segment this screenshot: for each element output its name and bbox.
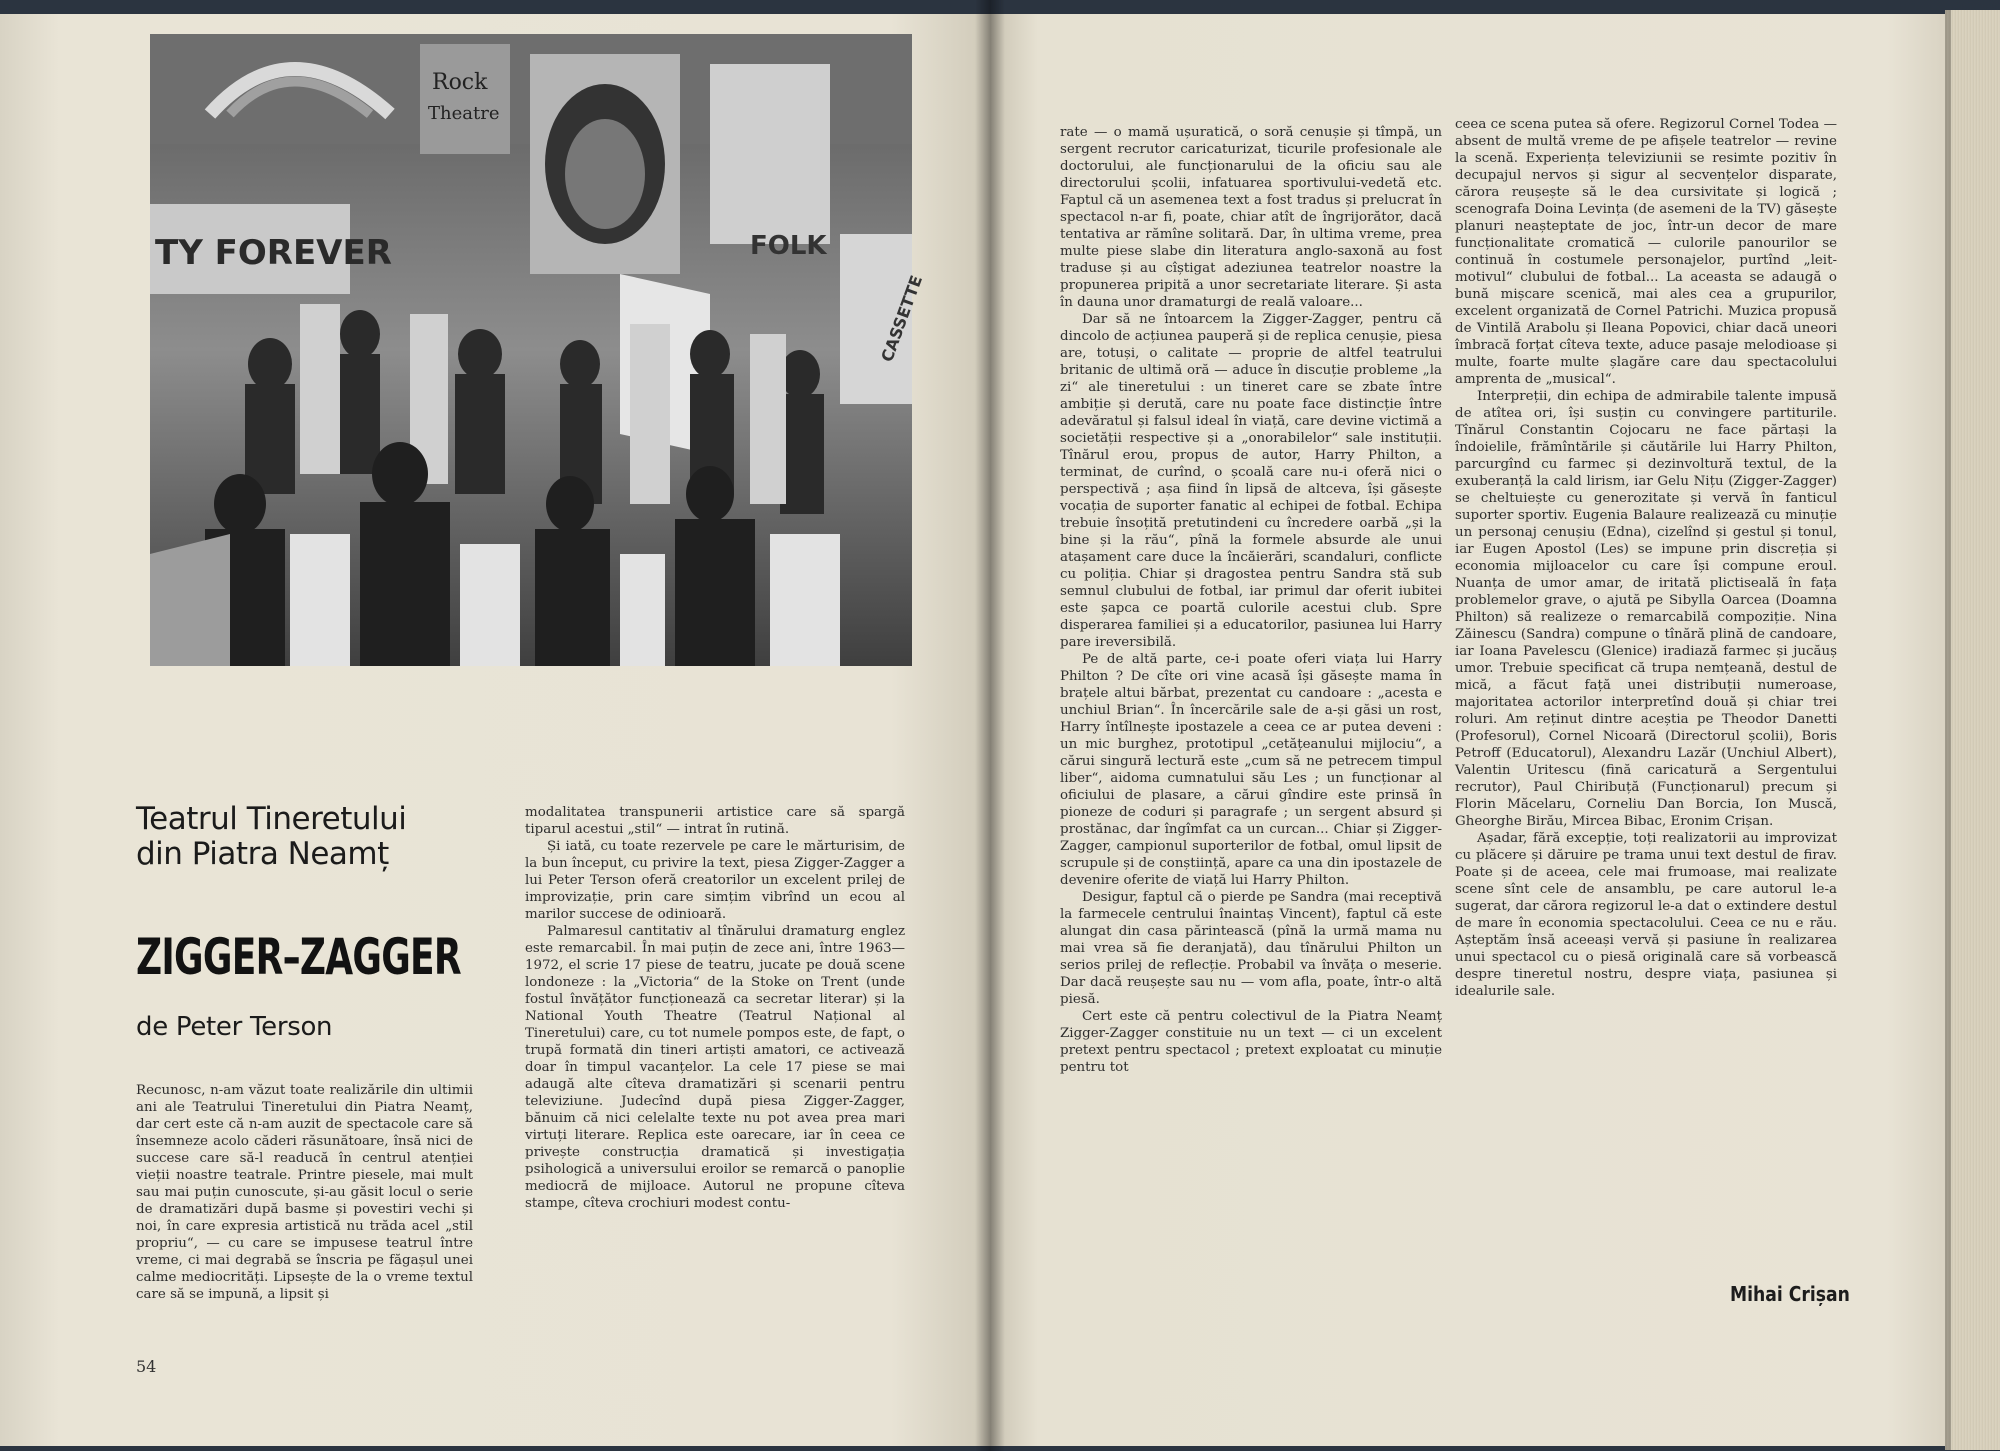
- paragraph: rate — o mamă ușuratică, o soră cenușie și tîmpă, un sergent recrutor caricaturizat, ticurile profesionale ale doctorului, ale funcționarului de la oficiu sau ale directorului școlii, infatuarea sportivului-vedetă etc. Faptul că un asemenea text a fost tradus și prelucrat în spectacol n-ar fi, poate, chiar atît de îngrijorător, dacă tentativa ar rămîne solitară. Dar, în ultima vreme, prea multe piese slabe din literatura anglo-saxonă au fost traduse și au cîștigat adeziunea teatrelor noastre la propunerea pripită a unor secretariate literare. Și asta în dauna unor dramaturgi de reală valoare...: [1060, 125, 1442, 310]
- page-number: 54: [136, 1357, 157, 1376]
- paragraph: Interpreții, din echipa de admirabile talente impusă de atîtea ori, își susțin cu convingere partiturile. Tînărul Constantin Cojocaru ne face părtași la îndoielile, frămîntările și căutările lui Harry Philton, parcurgînd cu farmec și dezinvoltură textul, de la exuberanță la cald lirism, iar Gelu Nițu (Zigger-Zagger) se cheltuiește cu generozitate și vervă în fanticul suporter sportiv. Eugenia Balaure realizează cu minuție un personaj cenușiu (Edna), cizelînd și gestul și tonul, iar Eugen Apostol (Les) se impune prin discreția și economia mijloacelor cu care își compune eroul. Nuanța de umor amar, de iritată plictiseală în fața problemelor grave, o ajută pe Sibylla Oarcea (Doamna Philton) să realizeze o remarcabilă compoziție. Nina Zăinescu (Sandra) compune o tînără plină de candoare, iar Ioana Pavelescu (Glenice) iradiază farmec și jucăuș umor. Trebuie specificat că trupa nemțeană, destul de mică, a făcut față unei distribuții numeroase, majoritatea actorilor interpretînd două și chiar trei roluri. Am reținut dintre aceștia pe Theodor Danetti (Profesorul), Cornel Nicoară (Directorul școlii), Boris Petroff (Educatorul), Alexandru Lazăr (Unchiul Albert), Valentin Uritescu (fină caricatură a Sergentului recrutor), Paul Chiribuță (Funcționarul) precum și Florin Măcelaru, Corneliu Dan Borcia, Ion Muscă, Gheorghe Birău, Mircea Bibac, Eronim Crișan.: [1455, 389, 1837, 829]
- article-column-2: [525, 804, 905, 1344]
- sign-rock: Rock: [432, 70, 488, 95]
- page-edges: [1945, 10, 2000, 1450]
- sign-folk: FOLK: [750, 231, 827, 261]
- sign-theatre: Theatre: [428, 103, 500, 124]
- paragraph: Desigur, faptul că o pierde pe Sandra (mai receptivă la farmecele centrului înaintaș Vincent), faptul că este alungat din casa părintească (pînă la urmă mama nu mai vrea să fie deranjată), dau tînărului Philton un serios prilej de reflecție. Probabil va învăța o meserie. Dar dacă reușește sau nu — vom afla, poate, într-o altă piesă.: [1060, 890, 1442, 1007]
- left-page: [0, 14, 990, 1446]
- article-heading: [136, 801, 461, 1042]
- stage-photo-drawing: [150, 34, 927, 666]
- right-page: [990, 14, 1945, 1446]
- sign-cassette: CASSETTE: [877, 272, 927, 365]
- article-column-4: [1455, 116, 1837, 1226]
- paragraph: Și iată, cu toate rezervele pe care le mărturisim, de la bun început, cu privire la text, piesa Zigger-Zagger a lui Peter Terson oferă creatorilor un excelent prilej de improvizație, prin care simțim vibrînd un ecou al marilor succese de odinioară.: [525, 839, 905, 922]
- paragraph: Cert este că pentru colectivul de la Piatra Neamț Zigger-Zagger constituie nu un text — ci un excelent pretext pentru spectacol ; pretext exploatat cu minuție pentru tot: [1060, 1009, 1442, 1075]
- paragraph: Recunosc, n-am văzut toate realizările din ultimii ani ale Teatrului Tineretului din Piatra Neamț, dar cert este că n-am auzit de spectacole care să însemneze acolo căderi răsunătoare, însă nici de succese care să-l readucă în centrul atenției vieții noastre teatrale. Printre piesele, mai mult sau mai puțin cunoscute, și-au găsit locul o serie de dramatizări după basme și povestiri vechi și noi, în care expresia artistică nu trăda acel „stil propriu“, — cu care se impusese teatrul între vreme, ci mai degrabă se înscria pe făgașul unei calme mediocrități. Lipsește de la o vreme textul care să se impună, a lipsit și: [136, 1083, 473, 1302]
- paragraph: Palmaresul cantitativ al tînărului dramaturg englez este remarcabil. În mai puțin de zece ani, între 1963—1972, el scrie 17 piese de teatru, jucate pe două scene londoneze : la „Victoria“ de la Stoke on Trent (unde fostul învățător funcționează ca secretar literar) și la National Youth Theatre (Teatrul Național al Tineretului) care, cu tot numele pompos este, de fapt, o trupă formată din tineri artiști amatori, ce activează doar în timpul vacanțelor. La cele 17 piese se mai adaugă alte cîteva dramatizări și scenarii pentru televiziune. Judecînd după piesa Zigger-Zagger, bănuim că nici celelalte texte nu pot avea prea mari virtuți literare. Replica este oarecare, iar în ceea ce privește construcția dramatică și investigația psihologică a universului eroilor se remarcă o panoplie mediocră de mijloace. Autorul ne propune cîteva stampe, cîteva crochiuri modest contu-: [525, 924, 905, 1211]
- sign-forever: TY FOREVER: [155, 233, 392, 273]
- paragraph: modalitatea transpunerii artistice care să spargă tiparul acestui „stil“ — intrat în rutină.: [525, 805, 905, 837]
- author-line: de Peter Terson: [136, 1012, 333, 1042]
- paragraph: Pe de altă parte, ce-i poate oferi viața lui Harry Philton ? De cîte ori vine acasă își găsește mama în brațele altui bărbat, prezentat cu candoare : „acesta e unchiul Brian“. În încercările sale de a-și găsi un rost, Harry întîlnește ipostazele a ceea ce ar putea deveni : un mic burghez, prototipul „cetățeanului mijlociu“, a cărui singură lectură este „cum să ne petrecem timpul liber“, aidoma cumnatului său Les ; un funcționar al oficiului de plasare, a cărui gîndire este prinsă în pioneze de coduri și paragrafe ; un sergent absurd și prostănac, dar îngîmfat ca un curcan... Chiar și Zigger-Zagger, campionul suporterilor de fotbal, omul lipsit de scrupule și de conștiință, apare ca una din ipostazele de devenire oferite de viață lui Harry Philton.: [1060, 652, 1442, 888]
- play-title: ZIGGER–ZAGGER: [136, 928, 461, 986]
- article-column-3: [1060, 124, 1442, 1314]
- article-column-1: [136, 1082, 473, 1344]
- book-gutter: [975, 0, 1005, 1451]
- paragraph: ceea ce scena putea să ofere. Regizorul Cornel Todea — absent de multă vreme de pe afișele teatrelor — revine la scenă. Experiența televiziunii se resimte pozitiv în decupajul nervos și sigur al secvențelor disparate, cărora reușește să le dea cursivitate și logică ; scenografa Doina Levința (de asemeni de la TV) găsește planuri neașteptate de joc, într-un decor de mare funcționalitate cromatică — culorile panourilor se continuă în costumele personajelor, purtînd „leit-motivul“ clubului de fotbal... La aceasta se adaugă o bună mișcare scenică, mai ales cea a grupurilor, excelent organizată de Cornel Patrichi. Muzica propusă de Vintilă Arabolu și Ileana Popovici, chiar dacă uneori îmbracă forțat cîteva texte, aduce pasaje melodioase și multe, foarte multe șlagăre care dau spectacolului amprenta de „musical“.: [1455, 117, 1837, 387]
- author-byline: Mihai Crișan: [1730, 1282, 1850, 1306]
- stage-photo: [150, 34, 927, 666]
- theatre-name: Teatrul Tineretului din Piatra Neamț: [136, 801, 407, 872]
- paragraph: Așadar, fără excepție, toți realizatorii au improvizat cu plăcere și dăruire pe trama unui text destul de firav. Poate și de aceea, cele mai frumoase, mai realizate scene sînt cele de ansamblu, pe care autorul le-a sugerat, dar cărora regizorul le-a dat o extindere destul de mare în economia spectacolului. Ceea ce nu e rău. Așteptăm însă aceeași vervă și pasiune în realizarea unui spectacol cu o piesă originală care să vorbească despre tineretul nostru, despre viața, pasiunea și idealurile sale.: [1455, 831, 1837, 999]
- paragraph: Dar să ne întoarcem la Zigger-Zagger, pentru că dincolo de acțiunea pauperă și de replica cenușie, piesa are, totuși, o calitate — proprie de altfel teatrului britanic de ultimă oră — aduce în discuție probleme „la zi“ ale tineretului : un tineret care se zbate între ambiție și derută, care nu poate face distincție între adevăratul și falsul ideal în viață, care devine victimă a societății respective și a „onorabilelor“ sale instituții. Tînărul erou, propus de autor, Harry Philton, a terminat, de curînd, o școală care nu-i oferă nici o perspectivă ; așa fiind în lipsă de altceva, își găsește vocația de suporter fanatic al echipei de fotbal. Echipa trebuie însoțită pretutindeni cu încredere oarbă „și la bine și la rău“, pînă la formele absurde ale unui atașament care duce la încăierări, scandaluri, conflicte cu poliția. Chiar și dragostea pentru Sandra stă sub semnul clubului de fotbal, iar primul dar oferit iubitei este șapca ce poartă culorile acestui club. Spre disperarea familiei și a educatorilor, pasiunea lui Harry pare ireversibilă.: [1060, 312, 1442, 650]
